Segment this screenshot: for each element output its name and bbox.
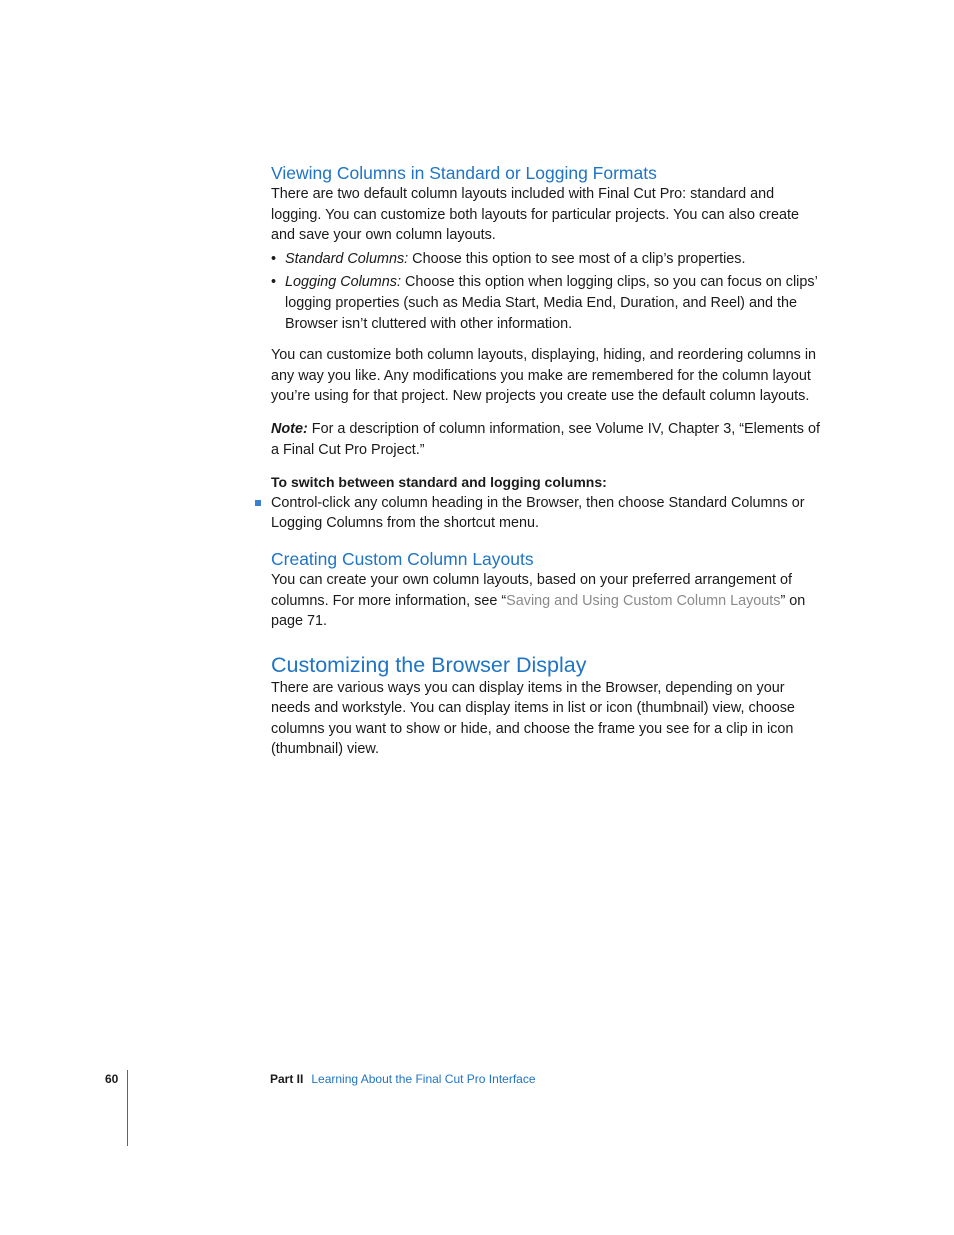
part-label: Part II: [270, 1072, 304, 1086]
custom-layouts-text-end: ” on page 71.: [271, 592, 806, 630]
chapter-title: Learning About the Final Cut Pro Interface: [311, 1072, 536, 1086]
section-heading-browser-display: Customizing the Browser Display: [271, 652, 587, 677]
note-label: Note:: [271, 420, 308, 437]
section-heading-custom-layouts: Creating Custom Column Layouts: [271, 548, 534, 569]
task-heading: To switch between standard and logging columns:: [271, 474, 607, 491]
footer-part-label: [270, 1072, 536, 1086]
note-text: For a description of column information, see Volume IV, Chapter 3, “Elements of a Final Cut Pro Project.”: [271, 420, 820, 458]
list-item: [271, 249, 826, 270]
custom-layouts-text: You can create your own column layouts, based on your preferred arrangement of columns. For more information, see “: [271, 571, 793, 609]
note-paragraph: [271, 419, 826, 460]
option-term: Logging Columns:: [285, 274, 401, 291]
column-options-list: [271, 249, 826, 334]
section-heading-viewing-columns: Viewing Columns in Standard or Logging Formats: [271, 163, 657, 183]
option-text: Choose this option to see most of a clip’s properties.: [408, 250, 746, 267]
intro-paragraph: There are two default column layouts included with Final Cut Pro: standard and logging. You can customize both layouts for particular projects. You can also create and save your own column layouts.: [271, 186, 799, 244]
page-number: 60: [105, 1072, 119, 1086]
customize-paragraph: You can customize both column layouts, displaying, hiding, and reordering columns in any way you like. Any modifications you make are remembered for the column layout you’re using for that project. New projects you create use the default column layouts.: [271, 347, 817, 405]
cross-reference-link[interactable]: Saving and Using Custom Column Layouts: [506, 592, 781, 609]
list-item: [271, 272, 826, 334]
custom-layouts-paragraph: [271, 570, 826, 632]
bullet-square-icon: [255, 500, 261, 506]
bullet-icon: •: [271, 250, 277, 267]
task-step: [271, 493, 826, 534]
option-text: Choose this option when logging clips, so you can focus on clips’ logging properties (such as Media Start, Media End, Duration, and Reel) and the Browser isn’t cluttered with other information.: [285, 274, 818, 332]
page-content: [271, 160, 826, 760]
bullet-icon: •: [271, 274, 277, 291]
option-term: Standard Columns:: [285, 250, 409, 267]
task-step-text: Control-click any column heading in the Browser, then choose Standard Columns or Logging Columns from the shortcut menu.: [271, 494, 805, 532]
browser-display-paragraph: There are various ways you can display items in the Browser, depending on your needs and workstyle. You can display items in list or icon (thumbnail) view, choose columns you want to show or hide, and choose the frame you see for a clip in icon (thumbnail) view.: [271, 679, 795, 758]
footer-divider: [127, 1070, 128, 1146]
